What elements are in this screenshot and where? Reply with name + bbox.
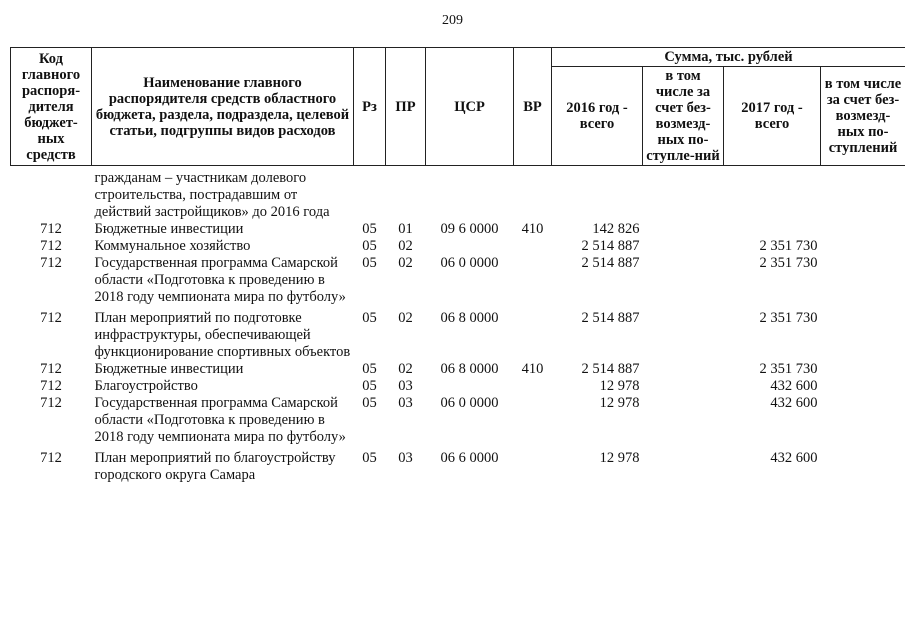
cell-incl-2017 [821, 378, 905, 395]
cell-name: Коммунальное хозяйство [94, 238, 251, 254]
cell-pr: 03 [398, 395, 413, 411]
cell-name: Государственная программа Самарской области «Подготовка к проведению в 2018 году чемпионата мира по футболу» [94, 395, 346, 445]
cell-vr [514, 450, 552, 484]
cell-name: Бюджетные инвестиции [94, 221, 244, 237]
cell-incl-2016 [643, 238, 724, 255]
cell-sum-2017: 2 351 730 [759, 238, 818, 254]
header-pr: ПР [386, 48, 426, 166]
cell-rz: 05 [362, 255, 377, 271]
table-row [11, 238, 905, 255]
cell-sum-2016: 12 978 [599, 395, 640, 411]
cell-incl-2017 [821, 255, 905, 306]
cell-vr [514, 170, 552, 221]
cell-pr: 02 [398, 255, 413, 271]
cell-rz: 05 [362, 221, 377, 237]
header-name: Наименование главного распорядителя средств областного бюджета, раздела, подраздела, целевой статьи, подгруппы видов расходов [92, 48, 354, 166]
cell-csr: 06 0 0000 [440, 395, 499, 411]
cell-sum-2017: 432 600 [770, 395, 818, 411]
cell-code: 712 [40, 310, 62, 326]
page-number: 209 [442, 13, 463, 28]
cell-rz: 05 [362, 450, 377, 466]
cell-pr: 02 [398, 238, 413, 254]
cell-name: План мероприятий по подготовке инфраструктуры, обеспечивающей функционирование спортивных объектов [94, 310, 351, 360]
cell-code: 712 [40, 395, 62, 411]
cell-incl-2016 [643, 221, 724, 238]
cell-sum-2017 [724, 221, 821, 238]
cell-name: гражданам – участникам долевого строительства, пострадавшим от действий застройщиков» до 2016 года [94, 170, 330, 220]
table-row [11, 255, 905, 306]
cell-vr: 410 [521, 221, 544, 237]
cell-code: 712 [40, 378, 62, 394]
cell-incl-2017 [821, 238, 905, 255]
cell-name: План мероприятий по благоустройству городского округа Самара [94, 450, 336, 483]
cell-incl-2016 [643, 450, 724, 484]
cell-csr [426, 170, 514, 221]
cell-sum-2017: 2 351 730 [759, 255, 818, 271]
cell-name: Государственная программа Самарской области «Подготовка к проведению в 2018 году чемпионата мира по футболу» [94, 255, 346, 305]
cell-incl-2016 [643, 361, 724, 378]
cell-incl-2016 [643, 255, 724, 306]
header-incl-2017: в том числе за счет без-возмезд-ных по-ступлений [821, 67, 905, 166]
cell-csr: 06 0 0000 [440, 255, 499, 271]
cell-incl-2016 [643, 310, 724, 361]
header-sum-2017: 2017 год - всего [724, 67, 821, 166]
header-rz: Рз [354, 48, 386, 166]
cell-csr: 06 8 0000 [440, 361, 499, 377]
cell-incl-2016 [643, 395, 724, 446]
cell-rz: 05 [362, 310, 377, 326]
table-row [11, 395, 905, 446]
cell-sum-2017: 432 600 [770, 378, 818, 394]
cell-code [11, 170, 92, 221]
cell-sum-2017: 432 600 [770, 450, 818, 466]
header-incl-2016: в том числе за счет без-возмезд-ных по-ступле-ний [643, 67, 724, 166]
cell-code: 712 [40, 361, 62, 377]
budget-table [10, 47, 905, 484]
cell-pr [386, 170, 426, 221]
cell-pr: 01 [398, 221, 413, 237]
cell-vr: 410 [521, 361, 544, 377]
cell-code: 712 [40, 255, 62, 271]
table-header [11, 48, 905, 166]
cell-name: Бюджетные инвестиции [94, 361, 244, 377]
cell-sum-2017 [724, 170, 821, 221]
cell-code: 712 [40, 450, 62, 466]
cell-pr: 02 [398, 361, 413, 377]
cell-csr [426, 238, 514, 255]
cell-incl-2017 [821, 361, 905, 378]
cell-csr: 06 6 0000 [440, 450, 499, 466]
table-row [11, 378, 905, 395]
header-code: Код главного распоря-дителя бюджет-ных средств [11, 48, 92, 166]
cell-code: 712 [40, 221, 62, 237]
cell-vr [514, 310, 552, 361]
cell-vr [514, 255, 552, 306]
table-row [11, 170, 905, 221]
cell-vr [514, 238, 552, 255]
cell-rz: 05 [362, 361, 377, 377]
cell-incl-2017 [821, 170, 905, 221]
cell-incl-2016 [643, 378, 724, 395]
table-row [11, 221, 905, 238]
cell-rz: 05 [362, 238, 377, 254]
header-sum-2016: 2016 год - всего [552, 67, 643, 166]
cell-rz [354, 170, 386, 221]
cell-incl-2017 [821, 310, 905, 361]
cell-sum-2016: 2 514 887 [581, 310, 640, 326]
cell-code: 712 [40, 238, 62, 254]
cell-sum-2016: 2 514 887 [581, 361, 640, 377]
table-row [11, 310, 905, 361]
cell-sum-2016: 12 978 [599, 378, 640, 394]
cell-pr: 02 [398, 310, 413, 326]
cell-sum-2016: 12 978 [599, 450, 640, 466]
cell-sum-2016: 142 826 [592, 221, 640, 237]
cell-rz: 05 [362, 378, 377, 394]
header-csr: ЦСР [426, 48, 514, 166]
header-sum: Сумма, тыс. рублей [552, 48, 905, 67]
cell-sum-2016: 2 514 887 [581, 255, 640, 271]
cell-vr [514, 395, 552, 446]
cell-rz: 05 [362, 395, 377, 411]
cell-sum-2017: 2 351 730 [759, 310, 818, 326]
table-row [11, 361, 905, 378]
header-vr: ВР [514, 48, 552, 166]
cell-csr [426, 378, 514, 395]
cell-incl-2017 [821, 450, 905, 484]
cell-csr: 06 8 0000 [440, 310, 499, 326]
cell-vr [514, 378, 552, 395]
cell-name: Благоустройство [94, 378, 198, 394]
cell-incl-2017 [821, 221, 905, 238]
cell-incl-2016 [643, 170, 724, 221]
cell-pr: 03 [398, 450, 413, 466]
cell-sum-2016: 2 514 887 [581, 238, 640, 254]
cell-sum-2016 [552, 170, 643, 221]
table-row [11, 450, 905, 484]
cell-sum-2017: 2 351 730 [759, 361, 818, 377]
cell-csr: 09 6 0000 [440, 221, 499, 237]
cell-pr: 03 [398, 378, 413, 394]
cell-incl-2017 [821, 395, 905, 446]
